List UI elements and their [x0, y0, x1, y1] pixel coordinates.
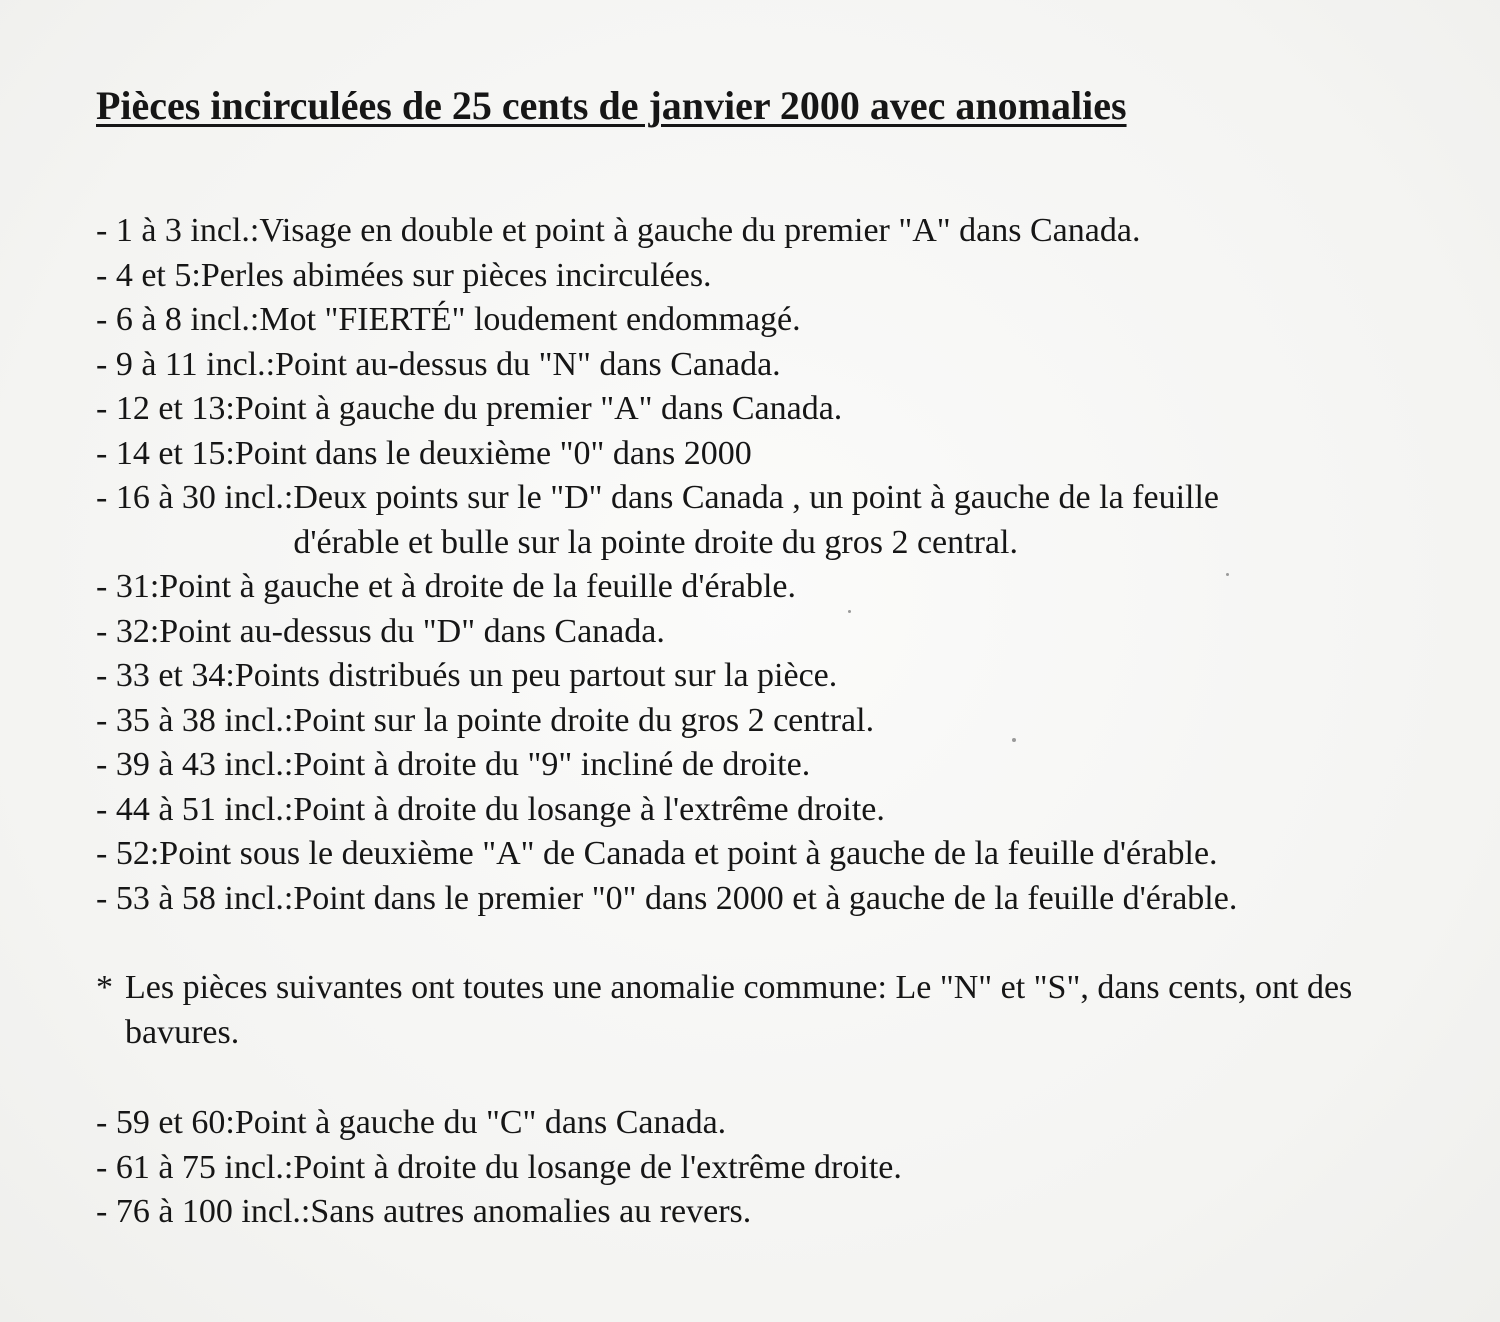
item-description: Perles abimées sur pièces incirculées. [200, 256, 712, 294]
common-anomaly-note [96, 966, 1415, 1055]
list-item [96, 699, 1393, 744]
scan-speck [1012, 738, 1016, 742]
list-item [96, 743, 1393, 788]
list-item [96, 877, 1393, 922]
item-description: Points distribués un peu partout sur la pièce. [234, 657, 838, 694]
list-item [96, 610, 1393, 655]
anomaly-list-2 [96, 1101, 1270, 1235]
list-item [96, 1146, 1270, 1191]
scan-speck [1226, 573, 1229, 576]
item-description: Point à droite du losange à l'extrême droite. [293, 790, 885, 828]
item-description: Point à droite du losange de l'extrême droite. [293, 1148, 902, 1186]
item-range: - 31: [96, 568, 160, 605]
item-range: - 35 à 38 incl.: [96, 701, 294, 739]
item-description: Visage en double et point à gauche du premier "A" dans Canada. [259, 212, 1141, 249]
item-range: - 76 à 100 incl.: [96, 1193, 311, 1230]
list-item [96, 387, 1393, 432]
item-range: - 14 et 15: [96, 434, 235, 472]
item-description: Deux points sur le "D" dans Canada , un point à gauche de la feuille d'érable et bulle sur la pointe droite du gros 2 central. [293, 479, 1220, 561]
item-description: Point dans le premier "0" dans 2000 et à gauche de la feuille d'érable. [293, 879, 1238, 917]
list-item [96, 476, 1393, 565]
item-range: - 39 à 43 incl.: [96, 746, 294, 783]
list-item [96, 254, 1393, 299]
item-description: Point sur la pointe droite du gros 2 central. [293, 701, 875, 739]
item-range: - 12 et 13: [96, 390, 235, 427]
list-item [96, 209, 1393, 254]
list-item [96, 788, 1393, 833]
item-range: - 9 à 11 incl.: [96, 345, 276, 383]
item-description: Mot "FIERTÉ" loudement endommagé. [259, 301, 801, 338]
list-item [96, 343, 1393, 388]
item-range: - 61 à 75 incl.: [96, 1148, 294, 1186]
list-item [96, 654, 1393, 699]
note-bullet: * [96, 969, 113, 1006]
item-range: - 53 à 58 incl.: [96, 879, 294, 917]
list-item [96, 298, 1393, 343]
item-range: - 52: [96, 835, 160, 872]
list-item [96, 1101, 1270, 1146]
item-description: Sans autres anomalies au revers. [310, 1193, 752, 1230]
item-description: Point à gauche et à droite de la feuille d'érable. [159, 568, 797, 605]
page-title: Pièces incirculées de 25 cents de janvier 2000 avec anomalies [96, 83, 1127, 128]
item-description: Point dans le deuxième "0" dans 2000 [234, 434, 752, 472]
note-text: Les pièces suivantes ont toutes une anomalie commune: Le "N" et "S", dans cents, ont des bavures. [125, 969, 1353, 1051]
list-item [96, 1190, 1270, 1235]
list-item [96, 432, 1393, 477]
item-description: Point à gauche du "C" dans Canada. [234, 1104, 727, 1141]
item-description: Point à gauche du premier "A" dans Canada. [234, 390, 843, 427]
list-item [96, 565, 1393, 610]
item-description: Point à droite du "9" incliné de droite. [293, 746, 811, 783]
item-range: - 1 à 3 incl.: [96, 212, 260, 249]
item-range: - 32: [96, 612, 160, 650]
item-description: Point au-dessus du "D" dans Canada. [159, 612, 665, 650]
item-description: Point au-dessus du "N" dans Canada. [275, 345, 781, 383]
anomaly-list [96, 209, 1393, 921]
item-range: - 33 et 34: [96, 657, 235, 694]
item-range: - 59 et 60: [96, 1104, 235, 1141]
list-item [96, 832, 1393, 877]
item-description: Point sous le deuxième "A" de Canada et point à gauche de la feuille d'érable. [159, 835, 1218, 872]
item-range: - 44 à 51 incl.: [96, 790, 294, 828]
scan-speck [848, 610, 851, 613]
item-range: - 6 à 8 incl.: [96, 301, 260, 338]
item-range: - 16 à 30 incl.: [96, 479, 294, 516]
item-range: - 4 et 5: [96, 256, 201, 294]
